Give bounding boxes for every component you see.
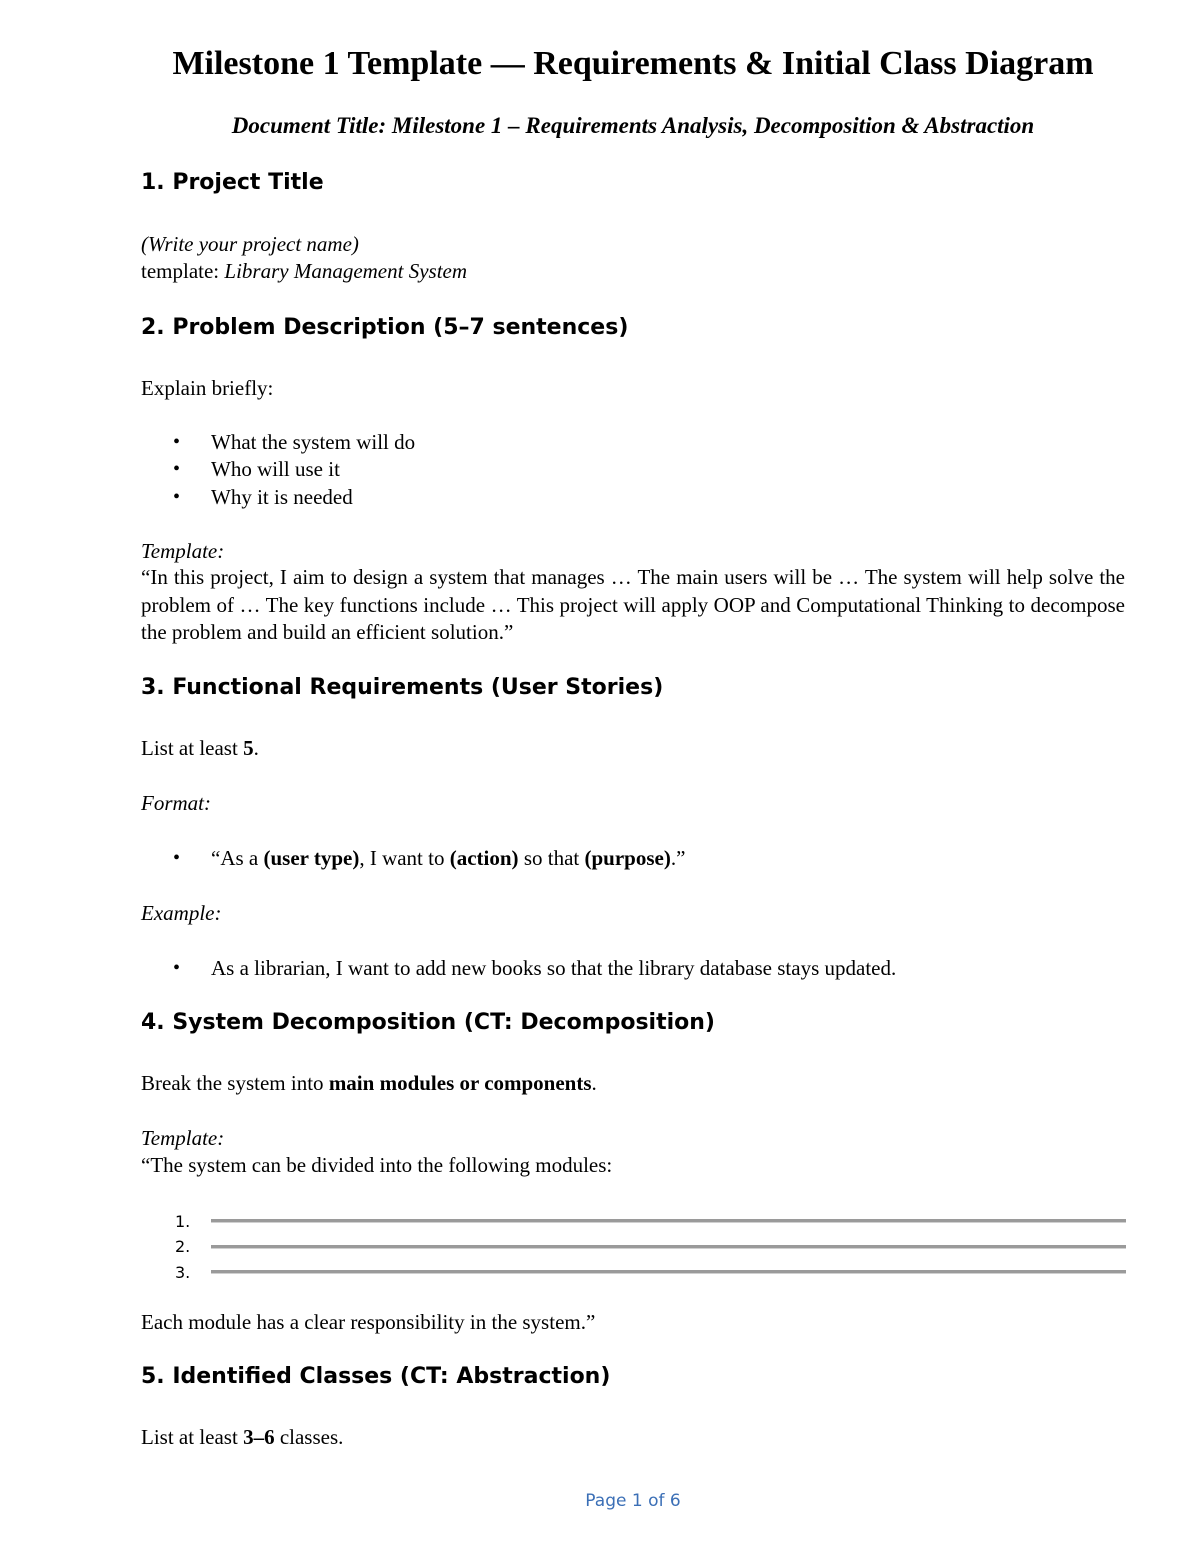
format-placeholder: (action)	[449, 846, 519, 870]
module-blank-line[interactable]	[211, 1245, 1126, 1249]
format-text: , I want to	[359, 846, 450, 870]
template-label: template:	[141, 259, 225, 283]
format-placeholder: (user type)	[263, 846, 360, 870]
bullet-icon: •	[173, 458, 181, 480]
explain-intro: Explain briefly:	[141, 376, 274, 400]
example-label: Example:	[141, 901, 222, 925]
section-5-heading: 5. Identified Classes (CT: Abstraction)	[141, 1364, 611, 1389]
intro-bold: main modules or components	[328, 1071, 592, 1095]
format-pattern	[211, 844, 685, 872]
module-blank-line[interactable]	[211, 1270, 1126, 1274]
document-subtitle: Document Title: Milestone 1 – Requirements Analysis, Decomposition & Abstraction	[231, 113, 1035, 138]
classes-intro	[141, 1423, 343, 1451]
decomposition-intro	[141, 1069, 597, 1097]
page-number: Page 1 of 6	[585, 1491, 681, 1511]
example-story: As a librarian, I want to add new books so that the library database stays updated.	[211, 956, 897, 980]
format-text: .”	[670, 846, 686, 870]
module-number: 2.	[175, 1237, 191, 1256]
template-value: Library Management System	[224, 259, 468, 283]
bullet-icon: •	[173, 486, 181, 508]
list-item: What the system will do	[211, 430, 416, 454]
module-number: 1.	[175, 1212, 191, 1231]
list-count-line	[141, 734, 259, 762]
template-line: “The system can be divided into the following modules:	[141, 1153, 613, 1177]
project-name-hint: (Write your project name)	[141, 232, 359, 256]
section-2-heading: 2. Problem Description (5–7 sentences)	[141, 315, 629, 340]
intro-text: List at least	[141, 1425, 244, 1449]
list-item: Who will use it	[211, 457, 340, 481]
intro-text: List at least	[141, 736, 244, 760]
section-3-heading: 3. Functional Requirements (User Stories)	[141, 675, 664, 700]
decomposition-closing: Each module has a clear responsibility in the system.”	[141, 1310, 596, 1334]
format-text: “As a	[211, 846, 264, 870]
module-number: 3.	[175, 1263, 191, 1282]
intro-text: .	[591, 1071, 597, 1095]
intro-bold: 5	[243, 736, 254, 760]
section-1-heading: 1. Project Title	[141, 170, 324, 195]
intro-text: Break the system into	[141, 1071, 329, 1095]
template-paragraph: “In this project, I aim to design a system that manages … The main users will be … The system will help solve the problem of … The key functions include … This project will apply OOP and Computational Thinking to decompose the problem and build an efficient solution.”	[141, 565, 1125, 644]
template-label: Template:	[141, 539, 225, 563]
bullet-icon: •	[173, 957, 181, 979]
list-item: Why it is needed	[211, 485, 353, 509]
page-title: Milestone 1 Template — Requirements & Initial Class Diagram	[172, 45, 1094, 82]
module-blank-line[interactable]	[211, 1219, 1126, 1223]
section-4-heading: 4. System Decomposition (CT: Decomposition)	[141, 1010, 715, 1035]
bullet-icon: •	[173, 847, 181, 869]
format-label: Format:	[141, 791, 211, 815]
intro-text: .	[253, 736, 259, 760]
template-label: Template:	[141, 1126, 225, 1150]
intro-text: classes.	[274, 1425, 344, 1449]
format-text: so that	[518, 846, 585, 870]
project-template-line	[141, 257, 467, 285]
intro-bold: 3–6	[243, 1425, 275, 1449]
bullet-icon: •	[173, 431, 181, 453]
format-placeholder: (purpose)	[584, 846, 671, 870]
